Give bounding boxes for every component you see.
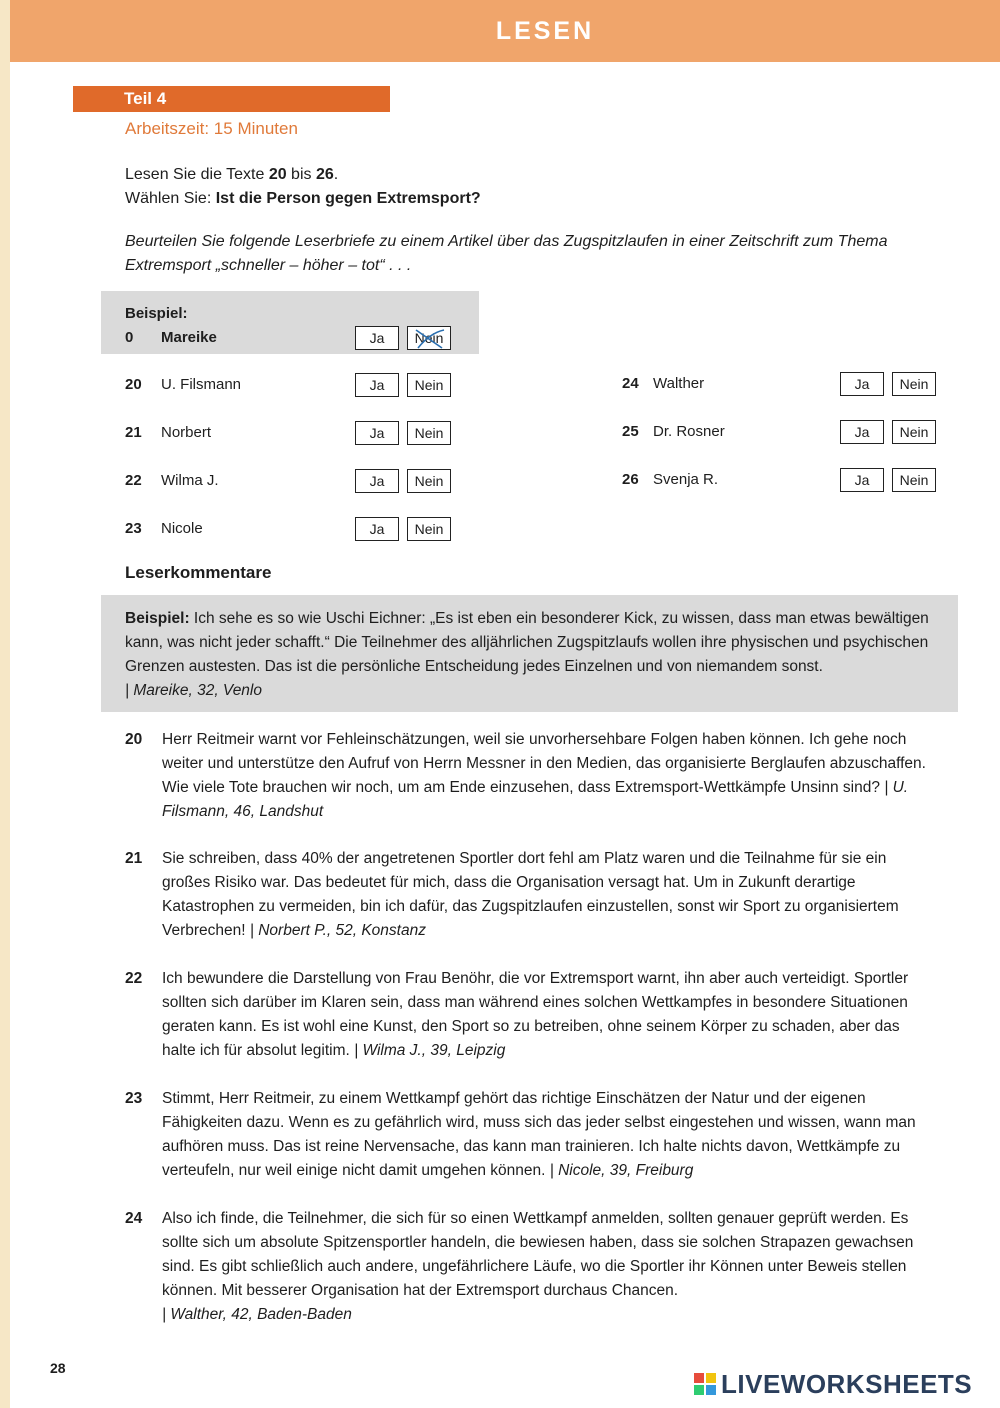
instr-text: bis <box>286 166 316 183</box>
choice-row <box>125 421 465 445</box>
nein-box[interactable]: Nein <box>407 517 451 541</box>
instr-question: Ist die Person gegen Extremsport? <box>215 190 481 207</box>
example-nein-box <box>407 326 451 350</box>
comment-number: 24 <box>125 1210 143 1227</box>
nein-box[interactable]: Nein <box>407 373 451 397</box>
choice-row <box>125 469 465 493</box>
choice-row <box>622 468 952 492</box>
choice-name: Svenja R. <box>653 471 719 488</box>
choice-name: Wilma J. <box>161 472 219 489</box>
page-edge <box>0 0 10 1408</box>
leserkommentare-heading: Leserkommentare <box>125 563 272 582</box>
comment-entry <box>125 1087 935 1183</box>
beispiel-label: Beispiel: <box>125 610 190 627</box>
page-title: LESEN <box>495 16 595 45</box>
beispiel-comment <box>101 595 958 712</box>
choice-row <box>622 372 952 396</box>
beispiel-signature: | Mareike, 32, Venlo <box>125 682 262 699</box>
choice-number: 20 <box>125 376 142 393</box>
ja-box[interactable]: Ja <box>355 373 399 397</box>
nein-box[interactable]: Nein <box>407 469 451 493</box>
choice-row <box>125 517 465 541</box>
comment-signature: | Nicole, 39, Freiburg <box>549 1162 694 1179</box>
ja-box[interactable]: Ja <box>355 469 399 493</box>
intro-text: Beurteilen Sie folgende Leserbriefe zu einem Artikel über das Zugspitzlaufen in einer Zeitschrift zum Thema Extremsport „schneller – höher – tot“ . . . <box>125 233 888 274</box>
choice-number: 26 <box>622 471 639 488</box>
comment-entry <box>125 1207 935 1327</box>
instr-bold: 26 <box>315 166 334 183</box>
instr-text: . <box>333 166 339 183</box>
instr-text: Lesen Sie die Texte <box>125 166 269 183</box>
choice-number: 21 <box>125 424 142 441</box>
example-number: 0 <box>125 329 134 346</box>
ja-box[interactable]: Ja <box>840 372 884 396</box>
instr-text: Wählen Sie: <box>125 190 216 207</box>
choice-name: Nicole <box>161 520 203 537</box>
nein-box[interactable]: Nein <box>407 421 451 445</box>
choice-name: Norbert <box>161 424 212 441</box>
example-name: Mareike <box>161 329 217 346</box>
header-band <box>10 0 1000 62</box>
comment-entry <box>125 728 935 824</box>
choice-name: Dr. Rosner <box>653 423 725 440</box>
cross-mark-icon <box>408 327 452 351</box>
nein-box[interactable]: Nein <box>892 468 936 492</box>
choice-name: U. Filsmann <box>161 376 242 393</box>
comment-number: 23 <box>125 1090 143 1107</box>
beispiel-text: Ich sehe es so wie Uschi Eichner: „Es ist eben ein besonderer Kick, zu wissen, dass man etwas bewältigen kann, was nicht jeder schafft.“ Die Teilnehmer des alljährlichen Zugspitzlaufs wollen ihre physischen und psychischen Grenzen austesten. Das ist die persönliche Entscheidung jedes Einzelnen und von niemandem sonst. <box>125 610 929 675</box>
choice-row <box>125 373 465 397</box>
comment-text: Sie schreiben, dass 40% der angetretenen Sportler dort fehl am Platz waren und die Teilnahme für sie ein großes Risiko war. Das bedeutet für mich, dass die Organisation versagt hat. Um in Zukunft derartige Katastrophen zu vermeiden, bin ich dafür, das Zugspitzlaufen einzustellen, sonst wir Sport zu organisiertem Verbrechen! <box>162 850 899 939</box>
comment-number: 21 <box>125 850 143 867</box>
choice-name: Walther <box>653 375 705 392</box>
comment-number: 22 <box>125 970 143 987</box>
comment-entry <box>125 847 935 943</box>
example-row <box>125 326 465 350</box>
choice-number: 22 <box>125 472 142 489</box>
logo-text: LIVEWORKSHEETS <box>721 1368 973 1399</box>
choice-number: 25 <box>622 423 639 440</box>
ja-box[interactable]: Ja <box>840 468 884 492</box>
comment-signature: | Wilma J., 39, Leipzig <box>354 1042 506 1059</box>
page-number: 28 <box>50 1360 66 1376</box>
nein-box[interactable]: Nein <box>892 372 936 396</box>
choice-row <box>622 420 952 444</box>
example-nein-label: Nein <box>414 330 444 346</box>
liveworksheets-logo[interactable] <box>693 1366 972 1402</box>
logo-icon <box>693 1372 717 1396</box>
example-ja-box: Ja <box>355 326 399 350</box>
example-label: Beispiel: <box>125 305 188 322</box>
instruction-line-2 <box>125 188 481 210</box>
nein-box[interactable]: Nein <box>892 420 936 444</box>
comment-signature: | U. Filsmann, 46, Landshut <box>162 779 909 820</box>
choice-number: 24 <box>622 375 639 392</box>
comment-signature: | Norbert P., 52, Konstanz <box>249 922 426 939</box>
instruction-line-1 <box>125 164 338 186</box>
ja-box[interactable]: Ja <box>355 517 399 541</box>
working-time: Arbeitszeit: 15 Minuten <box>125 119 298 138</box>
choice-number: 23 <box>125 520 142 537</box>
section-teil-bar: Teil 4 <box>73 86 390 112</box>
comment-text: Stimmt, Herr Reitmeir, zu einem Wettkampf gehört das richtige Einschätzen der Natur und der eigenen Fähigkeiten dazu. Wenn es zu gefährlich wird, muss sich das jeder selbst eingestehen und wissen, wann man aufhören muss. Das ist reine Nervensache, das kann man trainieren. Ich halte nichts davon, Wettkämpfe zu verteufeln, nur weil einige nicht damit umgehen können. <box>162 1090 916 1179</box>
comment-number: 20 <box>125 731 143 748</box>
comment-text: Ich bewundere die Darstellung von Frau Benöhr, die vor Extremsport warnt, ihn aber auch verteidigt. Sportler sollten sich darüber im Klaren sein, dass man während eines solchen Wettkampfes in besondere Situationen geraten kann. Es ist wohl eine Kunst, den Sport so zu betreiben, ohne seinem Körper zu schaden, aber das halte ich für absolut legitim. <box>162 970 909 1059</box>
comment-text: Herr Reitmeir warnt vor Fehleinschätzungen, weil sie unvorhersehbare Folgen haben können. Ich gehe noch weiter und unterstütze den Aufruf von Herrn Messner in den Medien, das organisierte Berglaufen abzuschaffen. Wie viele Tote brauchen wir noch, um am Ende einzusehen, dass Extremsport-Wettkämpfe Unsinn sind? <box>162 731 926 796</box>
comment-entry <box>125 967 935 1063</box>
comment-signature: | Walther, 42, Baden-Baden <box>162 1306 352 1323</box>
ja-box[interactable]: Ja <box>355 421 399 445</box>
ja-box[interactable]: Ja <box>840 420 884 444</box>
instr-bold: 20 <box>268 166 287 183</box>
comment-text: Also ich finde, die Teilnehmer, die sich für so einen Wettkampf anmelden, sollten genauer geprüft werden. Es sollte sich um absolute Spitzensportler handeln, die bewiesen haben, dass sie solchen Strapazen gewachsen sind. Es gibt schließlich auch andere, ungefährlichere Läufe, wo die Sportler ihr Können unter Beweis stellen können. Mit besserer Organisation hat der Extremsport durchaus Chancen. <box>162 1210 914 1299</box>
